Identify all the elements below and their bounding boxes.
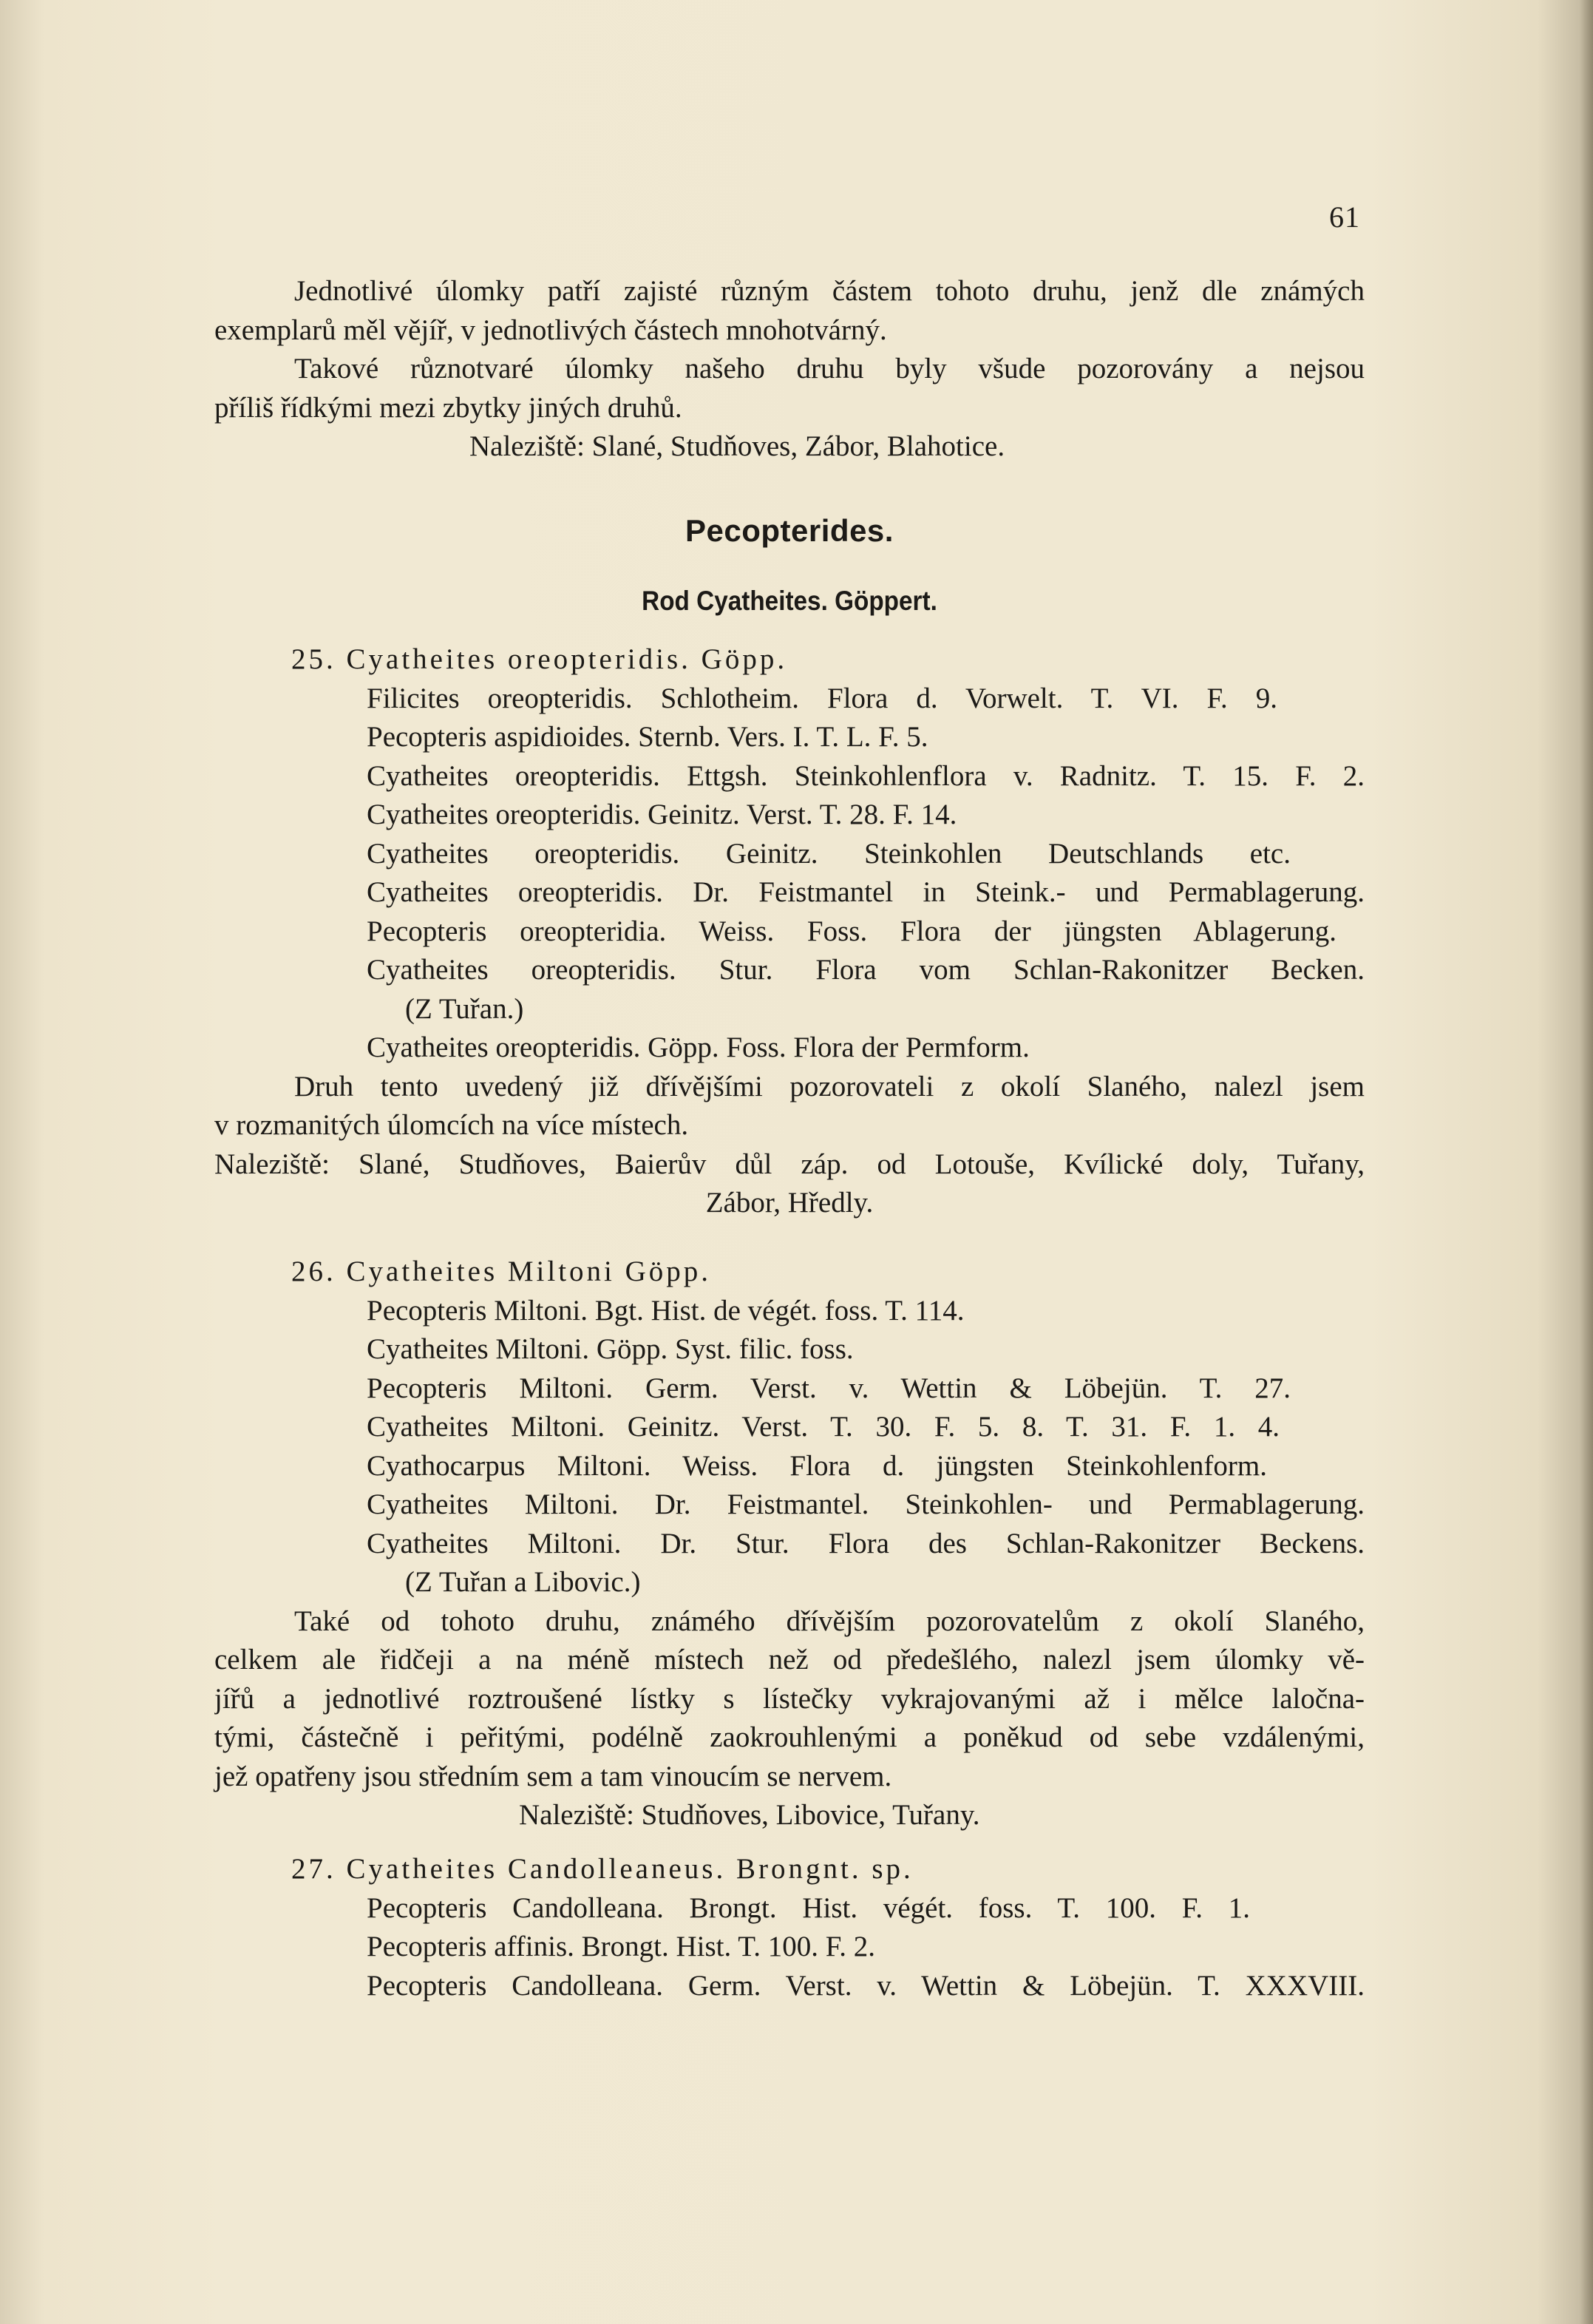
text-line: tými, částečně i peřitými, podélně zaokrouhlenými a poněkud od sebe vzdálenými, [214,1721,1365,1753]
species-26-entry [214,1253,1365,1835]
genus-heading: Rod Cyatheites. Göppert. [642,586,937,616]
synonym-line: Pecopteris aspidioides. Sternb. Vers. I. T. L. F. 5. [367,721,928,753]
text-line: Také od tohoto druhu, známého dřívějším pozorovatelům z okolí Slaného, [294,1605,1365,1637]
synonym-line: Cyatheites Miltoni. Dr. Stur. Flora des Schlan-Rakonitzer Beckens. [367,1527,1365,1559]
intro-paragraph [214,272,1365,467]
text-line: Jednotlivé úlomky patří zajisté různým částem tohoto druhu, jenž dle známých [294,275,1365,307]
synonym-note: (Z Tuřan a Libovic.) [405,1566,641,1598]
page-edge-shadow [1580,0,1593,2324]
species-title: 26. Cyatheites Miltoni Göpp. [291,1256,712,1287]
synonym-line: Pecopteris Candolleana. Brongt. Hist. végét. foss. T. 100. F. 1. [367,1891,1250,1924]
text-line: v rozmanitých úlomcích na více místech. [214,1109,689,1141]
species-title: 25. Cyatheites oreopteridis. Göpp. [291,643,788,675]
synonym-line: Cyatheites oreopteridis. Ettgsh. Steinkohlenflora v. Radnitz. T. 15. F. 2. [367,759,1365,792]
text-line: Takové různotvaré úlomky našeho druhu byly všude pozorovány a nejsou [294,353,1365,384]
synonym-line: Pecopteris Miltoni. Germ. Verst. v. Wettin & Löbejün. T. 27. [367,1372,1291,1404]
synonym-line: Cyatheites oreopteridis. Stur. Flora vom Schlan-Rakonitzer Becken. [367,954,1365,986]
locality-line: Zábor, Hředly. [705,1187,874,1219]
synonym-line: Cyatheites Miltoni. Geinitz. Verst. T. 30. F. 5. 8. T. 31. F. 1. 4. [367,1411,1280,1443]
text-line: jířů a jednotlivé roztroušené lístky s lístečky vykrajovanými až i mělce laločna- [214,1682,1365,1715]
synonym-line: Cyatheites Miltoni. Dr. Feistmantel. Steinkohlen- und Permablagerung. [367,1488,1365,1520]
text-line: celkem ale řidčeji a na méně místech než od předešlého, nalezl jsem úlomky vě- [214,1644,1365,1676]
text-line: jež opatřeny jsou středním sem a tam vinoucím se nervem. [214,1760,892,1792]
text-line: exemplarů měl vějíř, v jednotlivých částech mnohotvárný. [214,314,887,346]
locality-line: Naleziště: Slané, Studňoves, Zábor, Blahotice. [469,430,1005,462]
page-number: 61 [1329,200,1360,234]
synonym-line: Pecopteris oreopteridia. Weiss. Foss. Flora der jüngsten Ablagerung. [367,915,1336,947]
synonym-line: Cyatheites oreopteridis. Dr. Feistmantel in Steink.- und Permablagerung. [367,876,1365,908]
species-25-entry [214,640,1365,1223]
synonym-line: Cyatheites oreopteridis. Göpp. Foss. Flora der Permform. [367,1031,1030,1063]
section-heading: Pecopterides. [685,513,894,548]
synonym-line: Pecopteris Candolleana. Germ. Verst. v. Wettin & Löbejün. T. XXXVIII. [367,1969,1365,2002]
locality-line: Naleziště: Slané, Studňoves, Baierův důl záp. od Lotouše, Kvílické doly, Tuřany, [214,1148,1365,1180]
species-title: 27. Cyatheites Candolleaneus. Brongnt. sp. [291,1853,914,1885]
synonym-note: (Z Tuřan.) [405,992,524,1025]
synonym-line: Cyathocarpus Miltoni. Weiss. Flora d. jüngsten Steinkohlenform. [367,1449,1267,1482]
synonym-line: Cyatheites oreopteridis. Geinitz. Steinkohlen Deutschlands etc. [367,837,1291,870]
synonym-line: Pecopteris affinis. Brongt. Hist. T. 100. F. 2. [367,1931,876,1962]
synonym-line: Filicites oreopteridis. Schlotheim. Flora d. Vorwelt. T. VI. F. 9. [367,682,1277,714]
synonym-line: Cyatheites Miltoni. Göpp. Syst. filic. foss. [367,1333,854,1365]
species-27-entry [214,1850,1365,2005]
synonym-line: Pecopteris Miltoni. Bgt. Hist. de végét. foss. T. 114. [367,1294,965,1327]
synonym-line: Cyatheites oreopteridis. Geinitz. Verst. T. 28. F. 14. [367,799,957,830]
text-line: Druh tento uvedený již dřívějšími pozorovateli z okolí Slaného, nalezl jsem [294,1070,1365,1102]
text-line: příliš řídkými mezi zbytky jiných druhů. [214,391,682,424]
locality-line: Naleziště: Studňoves, Libovice, Tuřany. [519,1799,980,1831]
